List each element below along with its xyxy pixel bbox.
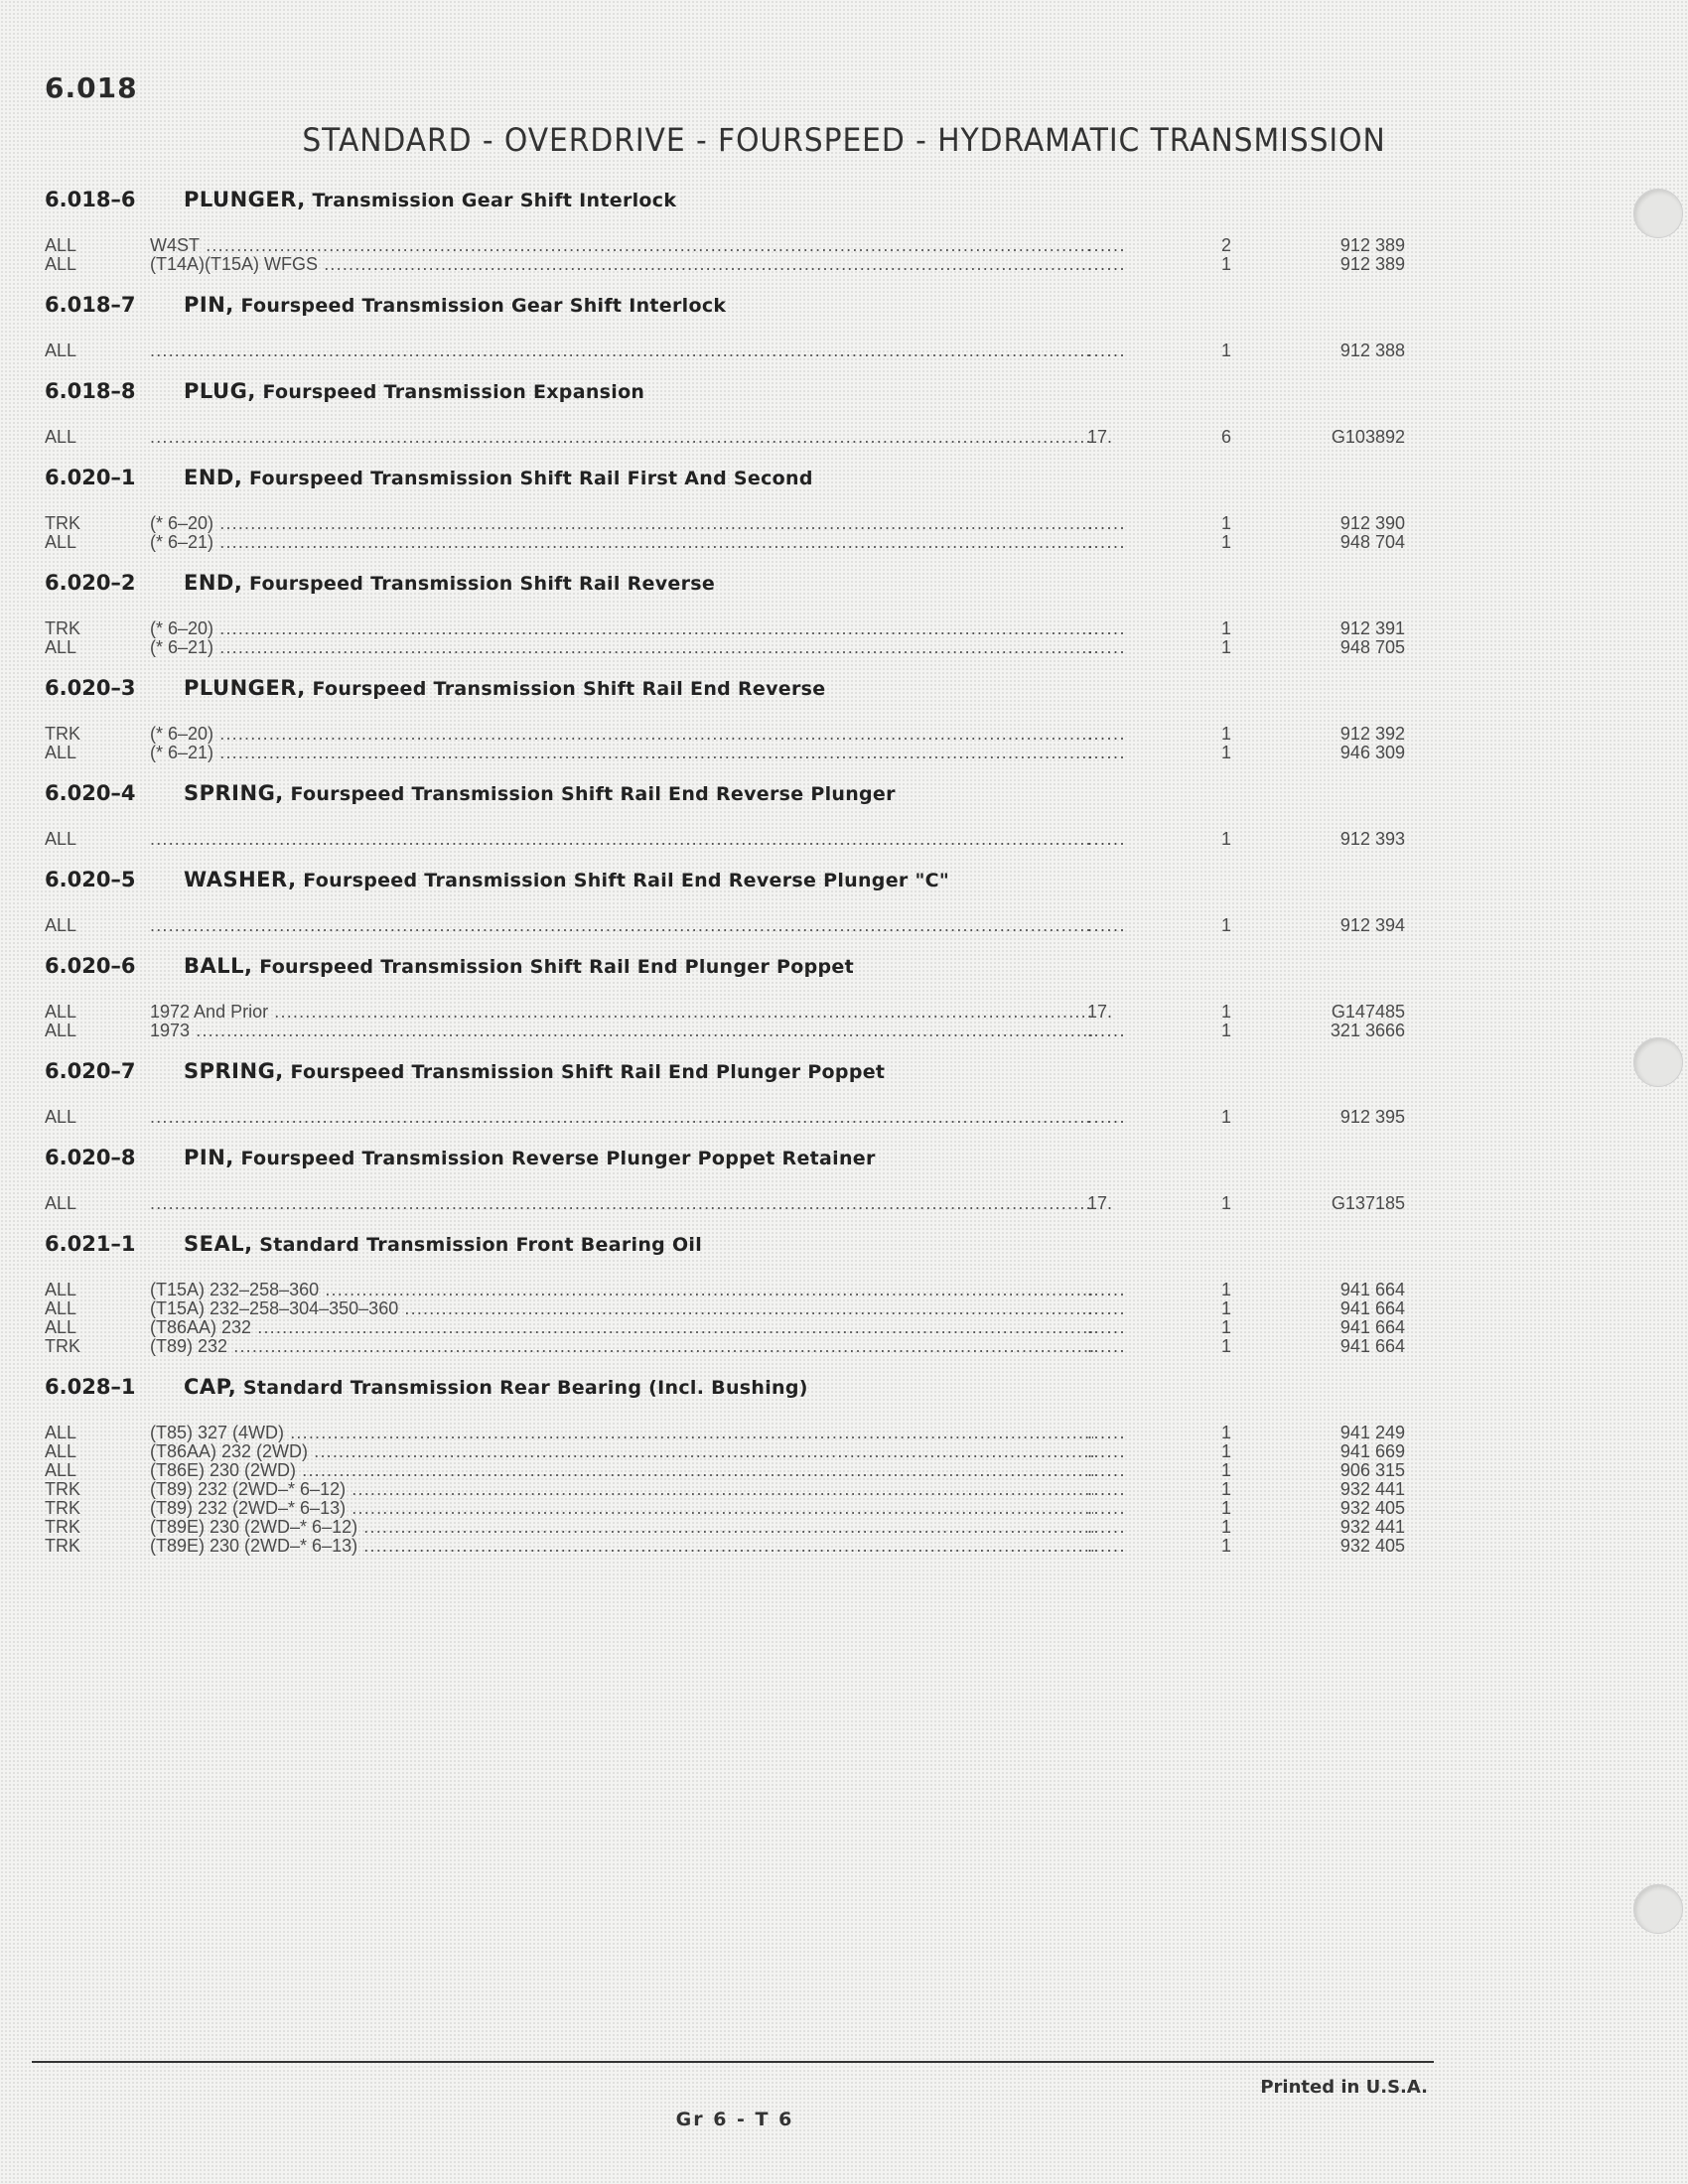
part-number-cell: 941 664 — [1339, 1280, 1405, 1299]
part-name: END, — [184, 466, 243, 489]
section-code: 6.020–1 — [45, 466, 136, 489]
reference-cell: 17. — [1087, 1193, 1113, 1213]
reference-cell: ...... — [1087, 1280, 1127, 1299]
table-row — [45, 637, 1405, 657]
table-row — [45, 1193, 1405, 1213]
model-cell: ALL — [45, 254, 77, 274]
table-row — [45, 829, 1405, 849]
quantity-cell: 1 — [1220, 829, 1231, 849]
model-cell: TRK — [45, 1498, 80, 1518]
reference-cell: ...... — [1087, 1298, 1127, 1318]
part-number-cell: 912 390 — [1339, 513, 1405, 533]
section-header — [45, 1056, 1365, 1086]
section-code: 6.018–6 — [45, 188, 136, 211]
part-name: END, — [184, 571, 243, 595]
part-number-cell: 912 391 — [1339, 618, 1405, 638]
punch-hole — [1633, 189, 1683, 238]
model-cell: ALL — [45, 1460, 77, 1480]
part-number-cell: 912 393 — [1339, 829, 1405, 849]
part-number-cell: 932 405 — [1339, 1498, 1405, 1518]
section-rows — [45, 829, 1405, 849]
section-header — [45, 778, 1365, 808]
section-header — [45, 463, 1365, 492]
part-name: SEAL, — [184, 1232, 253, 1256]
model-cell: ALL — [45, 235, 77, 255]
model-cell: TRK — [45, 1517, 80, 1537]
part-number-cell: 941 664 — [1339, 1317, 1405, 1337]
part-section — [45, 290, 1405, 360]
model-cell: ALL — [45, 1002, 77, 1022]
reference-cell: ...... — [1087, 637, 1127, 657]
part-description: Fourspeed Transmission Shift Rail End Reverse — [312, 678, 826, 700]
part-section — [45, 778, 1405, 849]
model-cell: TRK — [45, 724, 80, 744]
section-rows — [45, 427, 1405, 447]
model-cell: ALL — [45, 1193, 77, 1213]
part-section — [45, 463, 1405, 552]
table-row — [45, 341, 1405, 360]
quantity-cell: 1 — [1220, 1498, 1231, 1518]
quantity-cell: 1 — [1220, 724, 1231, 744]
application-cell: (T89) 232 (2WD–* 6–12) ..... — [150, 1480, 1093, 1499]
part-description: Fourspeed Transmission Shift Rail Reverse — [249, 573, 716, 595]
application-cell: (T86AA) 232 (2WD) ..... — [150, 1442, 1093, 1461]
application-cell — [150, 341, 1093, 360]
quantity-cell: 1 — [1220, 1317, 1231, 1337]
application-cell: W4ST ..... — [150, 236, 1093, 255]
reference-cell: ...... — [1087, 1517, 1127, 1537]
application-cell: (T15A) 232–258–360 ..... — [150, 1281, 1093, 1299]
application-cell — [150, 1194, 1093, 1213]
section-code: 6.020–7 — [45, 1059, 136, 1083]
footer-rule — [32, 2061, 1434, 2063]
part-description: Standard Transmission Front Bearing Oil — [259, 1234, 703, 1256]
quantity-cell: 1 — [1220, 532, 1231, 552]
part-section — [45, 568, 1405, 657]
reference-cell: ...... — [1087, 532, 1127, 552]
part-number-cell: 912 388 — [1339, 341, 1405, 360]
quantity-cell: 1 — [1220, 341, 1231, 360]
model-cell: ALL — [45, 1107, 77, 1127]
part-section — [45, 185, 1405, 274]
reference-cell: ...... — [1087, 235, 1127, 255]
punch-hole — [1633, 1037, 1683, 1087]
section-code: 6.018–7 — [45, 293, 136, 317]
part-name: PIN, — [184, 293, 234, 317]
part-name: PLUG, — [184, 379, 256, 403]
application-cell — [150, 428, 1093, 447]
reference-cell: ...... — [1087, 254, 1127, 274]
section-rows — [45, 1193, 1405, 1213]
section-code: 6.021–1 — [45, 1232, 136, 1256]
part-name: PIN, — [184, 1146, 234, 1169]
section-header — [45, 865, 1365, 894]
reference-cell: ...... — [1087, 1536, 1127, 1556]
model-cell: ALL — [45, 1423, 77, 1442]
section-rows — [45, 1280, 1405, 1356]
application-cell: (T15A) 232–258–304–350–360 ..... — [150, 1299, 1093, 1318]
quantity-cell: 1 — [1220, 1298, 1231, 1318]
table-row — [45, 427, 1405, 447]
application-cell: (T89) 232 (2WD–* 6–13) ..... — [150, 1499, 1093, 1518]
model-cell: ALL — [45, 532, 77, 552]
table-row — [45, 1479, 1405, 1499]
application-cell: (* 6–21) ..... — [150, 638, 1093, 657]
part-name: SPRING, — [184, 781, 284, 805]
part-description: Fourspeed Transmission Shift Rail First And Second — [249, 468, 813, 489]
quantity-cell: 1 — [1220, 1002, 1231, 1022]
part-description: Fourspeed Transmission Shift Rail End Reverse Plunger "C" — [303, 870, 950, 891]
model-cell: TRK — [45, 618, 80, 638]
model-cell: ALL — [45, 1298, 77, 1318]
section-header — [45, 376, 1365, 406]
part-section — [45, 951, 1405, 1040]
application-cell — [150, 830, 1093, 849]
section-header — [45, 185, 1365, 214]
table-row — [45, 618, 1405, 638]
application-cell: (* 6–21) ..... — [150, 744, 1093, 762]
section-code: 6.020–4 — [45, 781, 136, 805]
part-section — [45, 1143, 1405, 1213]
reference-cell: ...... — [1087, 829, 1127, 849]
section-header — [45, 1372, 1365, 1402]
application-cell — [150, 916, 1093, 935]
model-cell: ALL — [45, 1021, 77, 1040]
section-header — [45, 673, 1365, 703]
quantity-cell: 1 — [1220, 254, 1231, 274]
quantity-cell: 2 — [1220, 235, 1231, 255]
part-section — [45, 1372, 1405, 1556]
section-header — [45, 290, 1365, 320]
table-row — [45, 743, 1405, 762]
part-number-cell: 912 394 — [1339, 915, 1405, 935]
part-name: PLUNGER, — [184, 676, 306, 700]
part-number-cell: 948 704 — [1339, 532, 1405, 552]
reference-cell: ...... — [1087, 513, 1127, 533]
section-code: 6.020–3 — [45, 676, 136, 700]
application-cell: (T86AA) 232 ..... — [150, 1318, 1093, 1337]
quantity-cell: 1 — [1220, 637, 1231, 657]
application-cell: (* 6–21) ..... — [150, 533, 1093, 552]
quantity-cell: 1 — [1220, 1441, 1231, 1461]
part-number-cell: 941 664 — [1339, 1336, 1405, 1356]
part-number-cell: 941 664 — [1339, 1298, 1405, 1318]
quantity-cell: 1 — [1220, 1423, 1231, 1442]
table-row — [45, 1298, 1405, 1318]
model-cell: ALL — [45, 743, 77, 762]
section-rows — [45, 724, 1405, 762]
section-rows — [45, 341, 1405, 360]
reference-cell: ...... — [1087, 1479, 1127, 1499]
section-header — [45, 951, 1365, 981]
quantity-cell: 1 — [1220, 1536, 1231, 1556]
part-name: CAP, — [184, 1375, 237, 1399]
quantity-cell: 1 — [1220, 1280, 1231, 1299]
part-number-cell: 912 389 — [1339, 254, 1405, 274]
part-section — [45, 1056, 1405, 1127]
part-number-cell: 321 3666 — [1330, 1021, 1405, 1040]
section-code: 6.018–8 — [45, 379, 136, 403]
section-header — [45, 568, 1365, 598]
model-cell: ALL — [45, 1317, 77, 1337]
model-cell: TRK — [45, 1536, 80, 1556]
model-cell: TRK — [45, 1479, 80, 1499]
application-cell: (* 6–20) ..... — [150, 514, 1093, 533]
section-rows — [45, 1423, 1405, 1556]
part-number-cell: G103892 — [1331, 427, 1405, 447]
application-cell: 1972 And Prior ..... — [150, 1003, 1093, 1022]
table-row — [45, 1536, 1405, 1556]
part-name: WASHER, — [184, 868, 297, 891]
section-code: 6.020–5 — [45, 868, 136, 891]
reference-cell: ...... — [1087, 1498, 1127, 1518]
part-number-cell: 906 315 — [1339, 1460, 1405, 1480]
table-row — [45, 1021, 1405, 1040]
section-rows — [45, 235, 1405, 274]
part-number-cell: 912 392 — [1339, 724, 1405, 744]
page-number: 6.018 — [45, 71, 138, 104]
part-description: Fourspeed Transmission Shift Rail End Plunger Poppet — [290, 1061, 886, 1083]
model-cell: TRK — [45, 513, 80, 533]
quantity-cell: 1 — [1220, 1460, 1231, 1480]
quantity-cell: 1 — [1220, 513, 1231, 533]
application-cell: 1973 ..... — [150, 1022, 1093, 1040]
quantity-cell: 6 — [1220, 427, 1231, 447]
reference-cell: ...... — [1087, 1423, 1127, 1442]
section-header — [45, 1143, 1365, 1172]
part-name: PLUNGER, — [184, 188, 306, 211]
model-cell: ALL — [45, 1441, 77, 1461]
part-number-cell: 932 441 — [1339, 1479, 1405, 1499]
part-description: Fourspeed Transmission Gear Shift Interlock — [240, 295, 727, 317]
table-row — [45, 235, 1405, 255]
reference-cell: ...... — [1087, 618, 1127, 638]
application-cell: (T89E) 230 (2WD–* 6–13) ..... — [150, 1537, 1093, 1556]
table-row — [45, 532, 1405, 552]
part-number-cell: 948 705 — [1339, 637, 1405, 657]
reference-cell: ...... — [1087, 743, 1127, 762]
section-code: 6.020–6 — [45, 954, 136, 978]
part-number-cell: G137185 — [1331, 1193, 1405, 1213]
section-code: 6.028–1 — [45, 1375, 136, 1399]
application-cell: (* 6–20) ..... — [150, 725, 1093, 744]
part-section — [45, 865, 1405, 935]
part-section — [45, 673, 1405, 762]
reference-cell: ...... — [1087, 1317, 1127, 1337]
punch-hole — [1633, 1884, 1683, 1934]
section-code: 6.020–8 — [45, 1146, 136, 1169]
part-name: SPRING, — [184, 1059, 284, 1083]
reference-cell: ...... — [1087, 724, 1127, 744]
application-cell — [150, 1108, 1093, 1127]
model-cell: ALL — [45, 427, 77, 447]
part-name: BALL, — [184, 954, 253, 978]
part-section — [45, 376, 1405, 447]
part-number-cell: 912 389 — [1339, 235, 1405, 255]
section-rows — [45, 1107, 1405, 1127]
table-row — [45, 1517, 1405, 1537]
printed-in-label: Printed in U.S.A. — [1260, 2077, 1428, 2098]
quantity-cell: 1 — [1220, 1479, 1231, 1499]
table-row — [45, 915, 1405, 935]
quantity-cell: 1 — [1220, 1193, 1231, 1213]
table-row — [45, 1460, 1405, 1480]
model-cell: ALL — [45, 637, 77, 657]
application-cell: (T85) 327 (4WD) ..... — [150, 1424, 1093, 1442]
model-cell: ALL — [45, 341, 77, 360]
part-description: Fourspeed Transmission Shift Rail End Plunger Poppet — [259, 956, 854, 978]
reference-cell: ...... — [1087, 1107, 1127, 1127]
table-row — [45, 1441, 1405, 1461]
reference-cell: 17. — [1087, 427, 1113, 447]
quantity-cell: 1 — [1220, 915, 1231, 935]
part-number-cell: 912 395 — [1339, 1107, 1405, 1127]
application-cell: (T89E) 230 (2WD–* 6–12) ..... — [150, 1518, 1093, 1537]
table-row — [45, 724, 1405, 744]
reference-cell: ...... — [1087, 915, 1127, 935]
reference-cell: ...... — [1087, 341, 1127, 360]
section-code: 6.020–2 — [45, 571, 136, 595]
quantity-cell: 1 — [1220, 618, 1231, 638]
quantity-cell: 1 — [1220, 743, 1231, 762]
part-number-cell: 932 441 — [1339, 1517, 1405, 1537]
quantity-cell: 1 — [1220, 1107, 1231, 1127]
quantity-cell: 1 — [1220, 1517, 1231, 1537]
part-description: Transmission Gear Shift Interlock — [312, 190, 677, 211]
part-section — [45, 1229, 1405, 1356]
part-number-cell: 941 249 — [1339, 1423, 1405, 1442]
part-description: Fourspeed Transmission Expansion — [262, 381, 645, 403]
section-rows — [45, 618, 1405, 657]
reference-cell: ...... — [1087, 1336, 1127, 1356]
part-number-cell: G147485 — [1331, 1002, 1405, 1022]
part-number-cell: 946 309 — [1339, 743, 1405, 762]
table-row — [45, 1336, 1405, 1356]
part-description: Fourspeed Transmission Reverse Plunger Poppet Retainer — [240, 1148, 876, 1169]
page-title: STANDARD - OVERDRIVE - FOURSPEED - HYDRAMATIC TRANSMISSION — [302, 121, 1386, 159]
section-rows — [45, 1002, 1405, 1040]
quantity-cell: 1 — [1220, 1336, 1231, 1356]
parts-list — [45, 185, 1405, 1571]
table-row — [45, 513, 1405, 533]
model-cell: TRK — [45, 1336, 80, 1356]
section-header — [45, 1229, 1365, 1259]
part-description: Fourspeed Transmission Shift Rail End Reverse Plunger — [290, 783, 896, 805]
reference-cell: ...... — [1087, 1441, 1127, 1461]
table-row — [45, 254, 1405, 274]
model-cell: ALL — [45, 915, 77, 935]
table-row — [45, 1498, 1405, 1518]
quantity-cell: 1 — [1220, 1021, 1231, 1040]
part-number-cell: 941 669 — [1339, 1441, 1405, 1461]
reference-cell: ...... — [1087, 1460, 1127, 1480]
table-row — [45, 1107, 1405, 1127]
section-rows — [45, 513, 1405, 552]
application-cell: (T14A)(T15A) WFGS ..... — [150, 255, 1093, 274]
part-description: Standard Transmission Rear Bearing (Incl. Bushing) — [242, 1377, 808, 1399]
table-row — [45, 1002, 1405, 1022]
application-cell: (T89) 232 ..... — [150, 1337, 1093, 1356]
table-row — [45, 1317, 1405, 1337]
model-cell: ALL — [45, 1280, 77, 1299]
reference-cell: ...... — [1087, 1021, 1127, 1040]
group-page-label: Gr 6 - T 6 — [675, 2109, 794, 2130]
application-cell: (* 6–20) ..... — [150, 619, 1093, 638]
reference-cell: 17. — [1087, 1002, 1113, 1022]
part-number-cell: 932 405 — [1339, 1536, 1405, 1556]
section-rows — [45, 915, 1405, 935]
table-row — [45, 1423, 1405, 1442]
model-cell: ALL — [45, 829, 77, 849]
application-cell: (T86E) 230 (2WD) ..... — [150, 1461, 1093, 1480]
table-row — [45, 1280, 1405, 1299]
